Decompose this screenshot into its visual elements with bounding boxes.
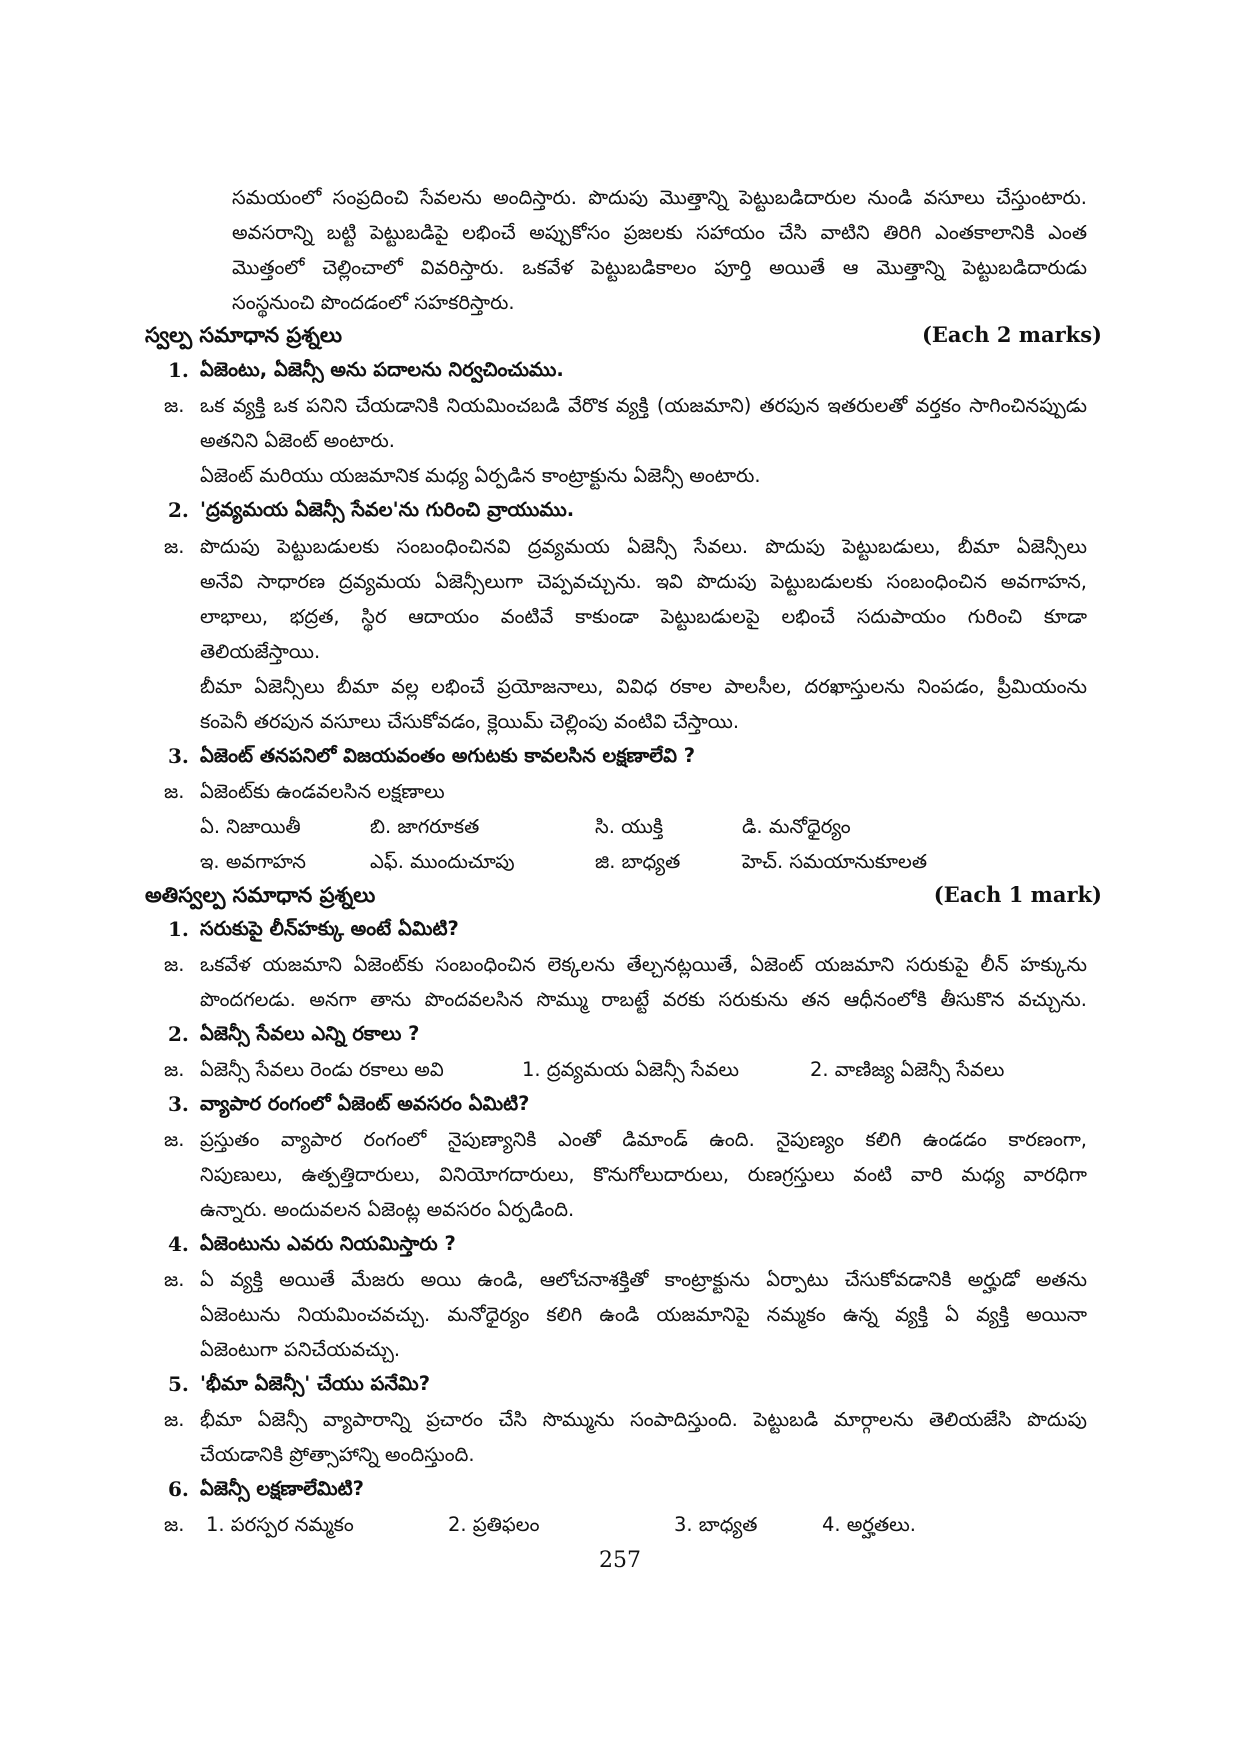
- answer-marker: జ.: [164, 1058, 185, 1081]
- answer-marker: జ.: [164, 1268, 185, 1291]
- trait-item: సి. యుక్తి: [595, 815, 664, 838]
- question-text: ఏజెంటును ఎవరు నియమిస్తారు ?: [200, 1232, 456, 1255]
- answer-line: ఏ వ్యక్తి అయితే మేజరు అయి ఉండి, ఆలోచనాశక్తితో కాంట్రాక్టును ఏర్పాటు చేసుకోవడానికి అర్హుడో అతను: [200, 1268, 1087, 1291]
- question-number: 5.: [168, 1372, 189, 1396]
- answer-line: ఒక వ్యక్తి ఒక పనిని చేయడానికి నియమించబడి వేరొక వ్యక్తి (యజమాని) తరపున ఇతరులతో వర్తకం సాగించినప్పుడు: [200, 394, 1087, 417]
- question-number: 3.: [168, 744, 189, 768]
- answer-marker: జ.: [164, 535, 185, 558]
- answer-line: అనేవి సాధారణ ద్రవ్యమయ ఏజెన్సీలుగా చెప్పవచ్చును. ఇవి పొదుపు పెట్టుబడులకు సంబంధించిన అవగాహన,: [200, 570, 1087, 593]
- question-number: 1.: [168, 917, 189, 941]
- answer-marker: జ.: [164, 1128, 185, 1151]
- section-heading: స్వల్ప సమాధాన ప్రశ్నలు: [145, 323, 343, 347]
- answer-line: ఒకవేళ యజమాని ఏజెంట్‌కు సంబంధించిన లెక్కలను తేల్చనట్లయితే, ఏజెంట్ యజమాని సరుకుపై లీన్ హక్కును: [200, 953, 1087, 976]
- trait-item: డి. మనోధైర్యం: [742, 815, 851, 838]
- answer-line: కంపెనీ తరపున వసూలు చేసుకోవడం, క్లెయిమ్ చెల్లింపు వంటివి చేస్తాయి.: [200, 710, 740, 733]
- question-number: 1.: [168, 358, 189, 382]
- trait-item: ఎఫ్. ముందుచూపు: [370, 850, 515, 873]
- question-text: ఏజెంటు, ఏజెన్సీ అను పదాలను నిర్వచించుము.: [200, 358, 564, 381]
- answer-type-item: 1. ద్రవ్యమయ ఏజెన్సీ సేవలు: [522, 1058, 740, 1081]
- answer-list-item: 2. ప్రతిఫలం: [448, 1513, 540, 1536]
- trait-item: బి. జాగరూకత: [370, 815, 480, 838]
- answer-line: తెలియజేస్తాయి.: [200, 640, 321, 663]
- trait-item: ఏ. నిజాయితీ: [200, 815, 301, 838]
- intro-line: సంస్థనుంచి పొందడంలో సహకరిస్తారు.: [232, 291, 515, 314]
- answer-line: బీమా ఏజెన్సీలు బీమా వల్ల లభించే ప్రయోజనాలు, వివిధ రకాల పాలసీల, దరఖాస్తులను నింపడం, ప్రీమియంను: [200, 675, 1087, 698]
- marks-label: (Each 1 mark): [933, 882, 1102, 907]
- answer-line: ఉన్నారు. అందువలన ఏజెంట్ల అవసరం ఏర్పడింది.: [200, 1198, 575, 1221]
- question-text: 'భీమా ఏజెన్సీ' చేయు పనేమి?: [200, 1372, 430, 1395]
- question-number: 2.: [168, 498, 189, 522]
- question-text: సరుకుపై లీన్‌హక్కు అంటే ఏమిటి?: [200, 917, 459, 940]
- answer-line: చేయడానికి ప్రోత్సాహాన్ని అందిస్తుంది.: [200, 1443, 475, 1466]
- answer-line: ఏజెంటుగా పనిచేయవచ్చు.: [200, 1338, 401, 1361]
- intro-line: మొత్తంలో చెల్లించాలో వివరిస్తారు. ఒకవేళ పెట్టుబడికాలం పూర్తి అయితే ఆ మొత్తాన్ని పెట్టుబడిదారుడు: [232, 256, 1087, 279]
- question-number: 3.: [168, 1092, 189, 1116]
- answer-line: అతనిని ఏజెంట్ అంటారు.: [200, 429, 395, 452]
- question-text: 'ద్రవ్యమయ ఏజెన్సీ సేవల'ను గురించి వ్రాయుము.: [200, 498, 575, 521]
- answer-line: ఏజెంటును నియమించవచ్చు. మనోధైర్యం కలిగి ఉండి యజమానిపై నమ్మకం ఉన్న వ్యక్తి ఏ వ్యక్తి అయినా: [200, 1303, 1087, 1326]
- question-text: ఏజెన్సీ సేవలు ఎన్ని రకాలు ?: [200, 1022, 420, 1045]
- question-text: ఏజెంట్ తనపనిలో విజయవంతం అగుటకు కావలసిన లక్షణాలేవి ?: [200, 744, 696, 767]
- answer-marker: జ.: [164, 953, 185, 976]
- answer-type-item: 2. వాణిజ్య ఏజెన్సీ సేవలు: [810, 1058, 1005, 1081]
- answer-list-item: 4. అర్హతలు.: [822, 1513, 916, 1536]
- answer-marker: జ.: [164, 780, 185, 803]
- answer-text: ఏజెన్సీ సేవలు రెండు రకాలు అవి: [200, 1058, 444, 1081]
- trait-item: హెచ్. సమయానుకూలత: [742, 850, 928, 873]
- question-number: 2.: [168, 1022, 189, 1046]
- question-text: వ్యాపార రంగంలో ఏజెంట్ అవసరం ఏమిటి?: [200, 1092, 530, 1115]
- answer-line: ఏజెంట్ మరియు యజమానిక మధ్య ఏర్పడిన కాంట్రాక్టును ఏజెన్సీ అంటారు.: [200, 464, 761, 487]
- question-text: ఏజెన్సీ లక్షణాలేమిటి?: [200, 1477, 364, 1500]
- question-number: 6.: [168, 1477, 189, 1501]
- answer-list-item: 1. పరస్పర నమ్మకం: [206, 1513, 354, 1536]
- answer-list-item: 3. బాధ్యత: [674, 1513, 758, 1536]
- trait-item: ఇ. అవగాహన: [200, 850, 306, 873]
- page-number: 257: [599, 1548, 641, 1573]
- question-number: 4.: [168, 1232, 189, 1256]
- answer-line: ప్రస్తుతం వ్యాపార రంగంలో నైపుణ్యానికి ఎంతో డిమాండ్ ఉంది. నైపుణ్యం కలిగి ఉండడం కారణంగా,: [200, 1128, 1087, 1151]
- intro-line: సమయంలో సంప్రదించి సేవలను అందిస్తారు. పొదుపు మొత్తాన్ని పెట్టుబడిదారుల నుండి వసూలు చేస్తుంటారు.: [232, 186, 1087, 209]
- answer-marker: జ.: [164, 394, 185, 417]
- answer-line: పొదుపు పెట్టుబడులకు సంబంధించినవి ద్రవ్యమయ ఏజెన్సీ సేవలు. పొదుపు పెట్టుబడులు, బీమా ఏజెన్సీలు: [200, 535, 1087, 558]
- answer-line: ఏజెంట్‌కు ఉండవలసిన లక్షణాలు: [200, 780, 445, 803]
- answer-line: పొందగలడు. అనగా తాను పొందవలసిన సొమ్ము రాబట్టే వరకు సరుకును తన ఆధీనంలోకి తీసుకొన వచ్చును.: [200, 988, 1087, 1011]
- intro-line: అవసరాన్ని బట్టి పెట్టుబడిపై లభించే అప్పుకోసం ప్రజలకు సహాయం చేసి వాటిని తిరిగి ఎంతకాలానికి ఎంత: [232, 221, 1087, 244]
- trait-item: జి. బాధ్యత: [595, 850, 681, 873]
- answer-line: లాభాలు, భద్రత, స్థిర ఆదాయం వంటివే కాకుండా పెట్టుబడులపై లభించే సదుపాయం గురించి కూడా: [200, 605, 1087, 628]
- section-heading: అతిస్వల్ప సమాధాన ప్రశ్నలు: [145, 883, 376, 907]
- answer-marker: జ.: [164, 1408, 185, 1431]
- answer-marker: జ.: [164, 1513, 185, 1536]
- answer-line: భీమా ఏజెన్సీ వ్యాపారాన్ని ప్రచారం చేసి సొమ్మును సంపాదిస్తుంది. పెట్టుబడి మార్గాలను తెలియజేసి పొదుపు: [200, 1408, 1087, 1431]
- answer-line: నిపుణులు, ఉత్పత్తిదారులు, వినియోగదారులు, కొనుగోలుదారులు, రుణగ్రస్తులు వంటి వారి మధ్య వారధిగా: [200, 1163, 1087, 1186]
- marks-label: (Each 2 marks): [921, 322, 1102, 347]
